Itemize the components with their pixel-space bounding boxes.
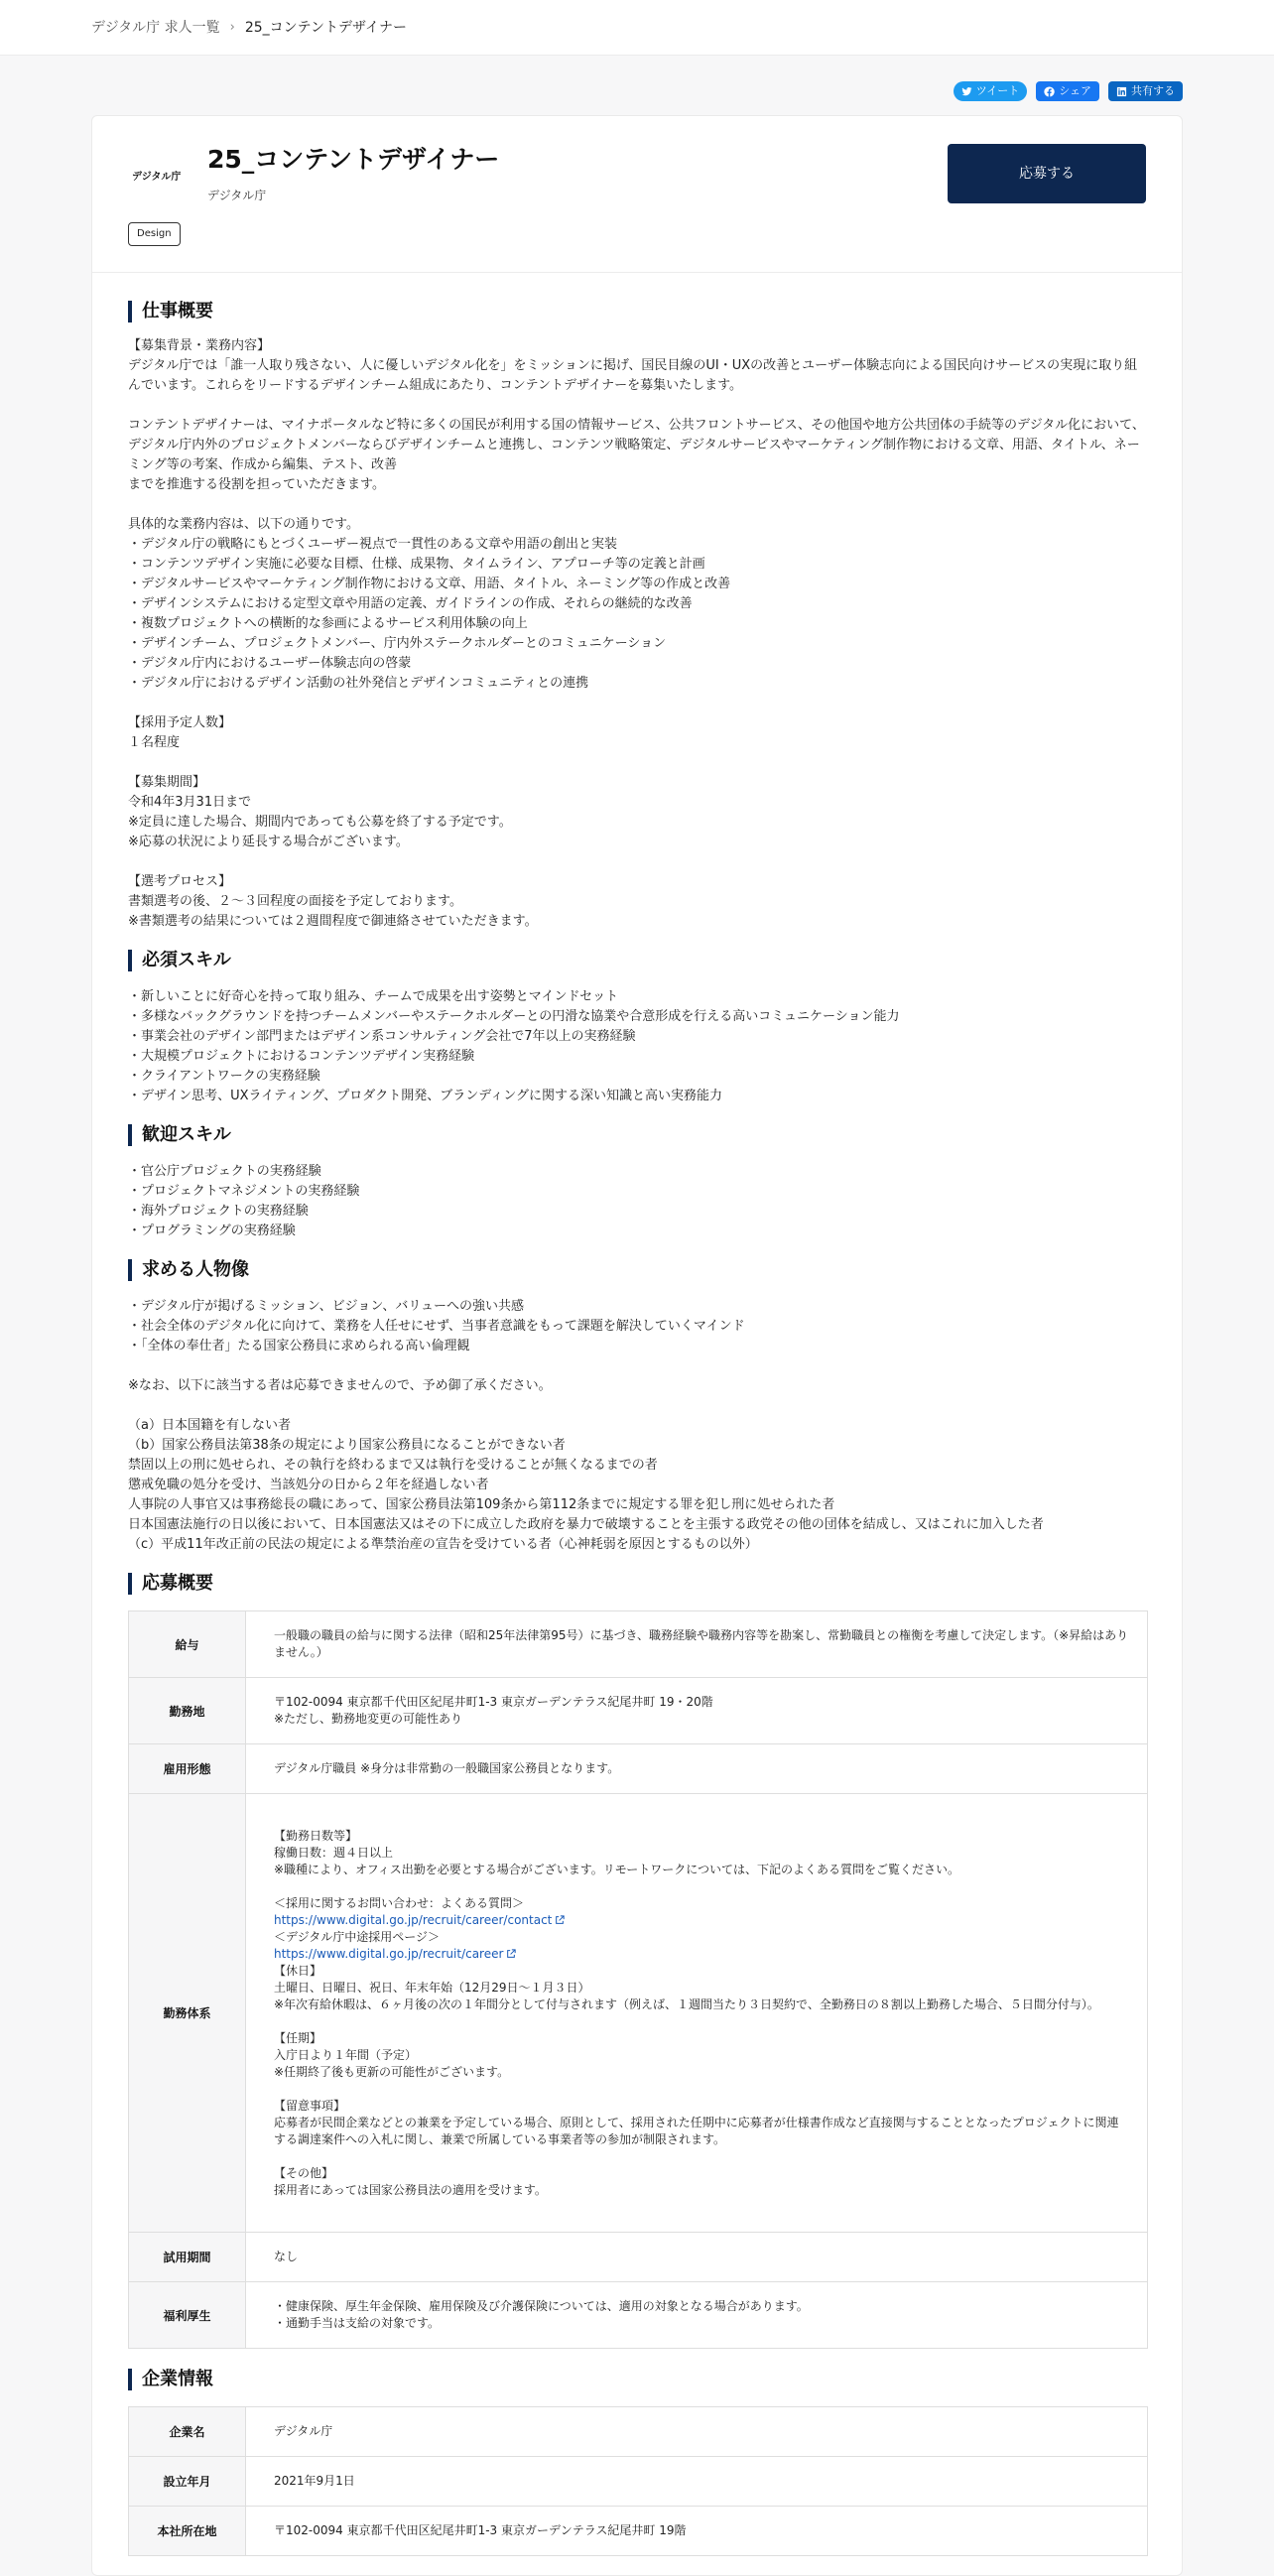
external-link-icon	[555, 1915, 565, 1925]
facebook-icon	[1044, 86, 1055, 97]
company-name: デジタル庁	[207, 189, 267, 202]
row-value-location: 〒102-0094 東京都千代田区紀尾井町1-3 東京ガーデンテラス紀尾井町 19・20階 ※ただし、勤務地変更の可能性あり	[246, 1678, 1148, 1744]
linkedin-label: 共有する	[1131, 84, 1175, 97]
section-heading-persona: 求める人物像	[128, 1259, 1148, 1281]
section-heading-required-skills: 必須スキル	[128, 950, 1148, 971]
table-row	[129, 1744, 1148, 1794]
section-heading-company-info: 企業情報	[128, 2369, 1148, 2390]
apply-button[interactable]: 応募する	[948, 144, 1146, 203]
preferred-skills-text: ・官公庁プロジェクトの実務経験 ・プロジェクトマネジメントの実務経験 ・海外プロジェクトの実務経験 ・プログラミングの実務経験	[128, 1164, 360, 1238]
company-info-table	[128, 2406, 1148, 2556]
table-row	[129, 1678, 1148, 1744]
career-page-link[interactable]	[274, 1947, 516, 1961]
row-value-employment: デジタル庁職員 ※身分は非常勤の一般職国家公務員となります。	[246, 1744, 1148, 1794]
table-row	[129, 2407, 1148, 2457]
work-style-text-1: 【勤務日数等】 稼働日数：週４日以上 ※職種により、オフィス出勤を必要とする場合がございます。リモートワークについては、下記のよくある質問をご覧ください。 ＜採用に関するお問い合わせ：よくある質問＞	[274, 1828, 960, 1910]
tweet-label: ツイート	[975, 84, 1020, 97]
share-bar	[954, 81, 1183, 101]
section-heading-preferred-skills: 歓迎スキル	[128, 1124, 1148, 1146]
breadcrumb	[91, 20, 407, 36]
chevron-right-icon: ›	[229, 20, 235, 35]
row-label-salary: 給与	[129, 1611, 246, 1678]
contact-faq-link[interactable]	[274, 1913, 565, 1927]
job-title: 25_コンテントデザイナー	[207, 145, 500, 174]
application-table	[128, 1610, 1148, 2349]
tweet-button[interactable]	[954, 81, 1027, 101]
breadcrumb-jobs-link[interactable]: デジタル庁 求人一覧	[91, 20, 220, 36]
table-row	[129, 2282, 1148, 2349]
row-value-company-name: デジタル庁	[246, 2407, 1148, 2457]
job-detail-card	[91, 115, 1183, 2576]
row-value-salary: 一般職の職員の給与に関する法律（昭和25年法律第95号）に基づき、職務経験や職務内容等を勘案し、常勤職員との権衡を考慮して決定します。（※昇給はありません。）	[246, 1611, 1148, 1678]
row-label-employment: 雇用形態	[129, 1744, 246, 1794]
table-row	[129, 2457, 1148, 2507]
row-label-probation: 試用期間	[129, 2233, 246, 2282]
facebook-share-button[interactable]	[1036, 81, 1099, 101]
job-header	[92, 116, 1182, 273]
job-content	[128, 301, 1148, 2556]
row-value-headquarters: 〒102-0094 東京都千代田区紀尾井町1-3 東京ガーデンテラス紀尾井町 19階	[246, 2507, 1148, 2556]
facebook-label: シェア	[1059, 84, 1091, 97]
row-value-work-style	[246, 1794, 1148, 2233]
breadcrumb-current: 25_コンテントデザイナー	[244, 20, 407, 36]
linkedin-share-button[interactable]	[1108, 81, 1183, 101]
linkedin-icon	[1116, 86, 1127, 97]
row-value-benefits: ・健康保険、厚生年金保険、雇用保険及び介護保険については、適用の対象となる場合があります。 ・通勤手当は支給の対象です。	[246, 2282, 1148, 2349]
row-label-benefits: 福利厚生	[129, 2282, 246, 2349]
section-heading-application: 応募概要	[128, 1573, 1148, 1595]
row-label-founded: 設立年月	[129, 2457, 246, 2507]
contact-faq-link-text: https://www.digital.go.jp/recruit/career/contact	[274, 1912, 553, 1927]
external-link-icon	[506, 1949, 516, 1959]
section-heading-overview: 仕事概要	[128, 301, 1148, 322]
row-value-founded: 2021年9月1日	[246, 2457, 1148, 2507]
table-row	[129, 1794, 1148, 2233]
row-label-location: 勤務地	[129, 1678, 246, 1744]
work-style-text-2: ＜デジタル庁中途採用ページ＞	[274, 1929, 441, 1944]
row-value-probation: なし	[246, 2233, 1148, 2282]
table-row	[129, 2507, 1148, 2556]
overview-text: 【募集背景・業務内容】 デジタル庁では「誰一人取り残さない、人に優しいデジタル化を」をミッションに掲げ、国民目線のUI・UXの改善とユーザー体験志向による国民向けサービスの実現に取り組んでいます。これらをリードするデザインチーム組成にあたり、コンテントデザイナーを募集いたします。 コンテントデザイナーは、マイナポータルなど特に多くの国民が利用する国の情報サービス、公共フロントサービス、その他国や地方公共団体の手続等のデジタル化において、デジタル庁内外のプロジェクトメンバーならびデザインチームと連携し、コンテンツ戦略策定、デジタルサービスやマーケティング制作物における文章、用語、タイトル、ネーミング等の考案、作成から編集、テスト、改善 までを推進する役割を担っていただきます。 具体的な業務内容は、以下の通りです。 ・デジタル庁の戦略にもとづくユーザー視点で一貫性のある文章や用語の創出と実装 ・コンテンツデザイン実施に必要な目標、仕様、成果物、タイムライン、アプローチ等の定義と計画 ・デジタルサービスやマーケティング制作物における文章、用語、タイトル、ネーミング等の作成と改善 ・デザインシステムにおける定型文章や用語の定義、ガイドラインの作成、それらの継続的な改善 ・複数プロジェクトへの横断的な参画によるサービス利用体験の向上 ・デザインチーム、プロジェクトメンバー、庁内外ステークホルダーとのコミュニケーション ・デジタル庁内におけるユーザー体験志向の啓蒙 ・デジタル庁におけるデザイン活動の社外発信とデザインコミュニティとの連携 【採用予定人数】 １名程度 【募集期間】 令和4年3月31日まで ※定員に達した場合、期間内であっても公募を終了する予定です。 ※応募の状況により延長する場合がございます。 【選考プロセス】 書類選考の後、２～３回程度の面接を予定しております。 ※書類選考の結果については２週間程度で御連絡させていただきます。	[128, 338, 1145, 929]
company-logo: デジタル庁	[132, 172, 182, 183]
row-label-headquarters: 本社所在地	[129, 2507, 246, 2556]
row-label-work-style: 勤務体系	[129, 1794, 246, 2233]
row-label-company-name: 企業名	[129, 2407, 246, 2457]
category-tag: Design	[128, 222, 181, 246]
career-page-link-text: https://www.digital.go.jp/recruit/career	[274, 1946, 504, 1961]
twitter-icon	[961, 86, 972, 97]
required-skills-text: ・新しいことに好奇心を持って取り組み、チームで成果を出す姿勢とマインドセット ・多様なバックグラウンドを持つチームメンバーやステークホルダーとの円滑な協業や合意形成を行える高いコミュニケーション能力 ・事業会社のデザイン部門またはデザイン系コンサルティング会社で7年以上の実務経験 ・大規模プロジェクトにおけるコンテンツデザイン実務経験 ・クライアントワークの実務経験 ・デザイン思考、UXライティング、プロダクト開発、ブランディングに関する深い知識と高い実務能力	[128, 989, 900, 1103]
persona-text: ・デジタル庁が掲げるミッション、ビジョン、バリューへの強い共感 ・社会全体のデジタル化に向けて、業務を人任せにせず、当事者意識をもって課題を解決していくマインド ・「全体の奉仕者」たる国家公務員に求められる高い倫理観 ※なお、以下に該当する者は応募できませんので、予め御了承ください。 （a）日本国籍を有しない者 （b）国家公務員法第38条の規定により国家公務員になることができない者 禁固以上の刑に処せられ、その執行を終わるまで又は執行を受けることが無くなるまでの者 懲戒免職の処分を受け、当該処分の日から２年を経過しない者 人事院の人事官又は事務総長の職にあって、国家公務員法第109条から第112条までに規定する罪を犯し刑に処せられた者 日本国憲法施行の日以後において、日本国憲法又はその下に成立した政府を暴力で破壊することを主張する政党その他の団体を結成し、又はこれに加入した者 （c）平成11年改正前の民法の規定による準禁治産の宣告を受けている者（心神耗弱を原因とするもの以外）	[128, 1299, 1044, 1552]
work-style-text-3: 【休日】 土曜日、日曜日、祝日、年末年始（12月29日～１月３日） ※年次有給休暇は、６ヶ月後の次の１年間分として付与されます（例えば、１週間当たり３日契約で、全勤務日の８割以上勤務した場合、５日間分付与）。 【任期】 入庁日より１年間（予定） ※任期終了後も更新の可能性がございます。 【留意事項】 応募者が民間企業などとの兼業を予定している場合、原則として、採用された任期中に応募者が仕様書作成など直接関与することとなったプロジェクトに関連する調達案件への入札に関し、兼業で所属している事業者等の参加が制限されます。 【その他】 採用者にあっては国家公務員法の適用を受けます。	[274, 1963, 1119, 2197]
table-row	[129, 2233, 1148, 2282]
table-row	[129, 1611, 1148, 1678]
